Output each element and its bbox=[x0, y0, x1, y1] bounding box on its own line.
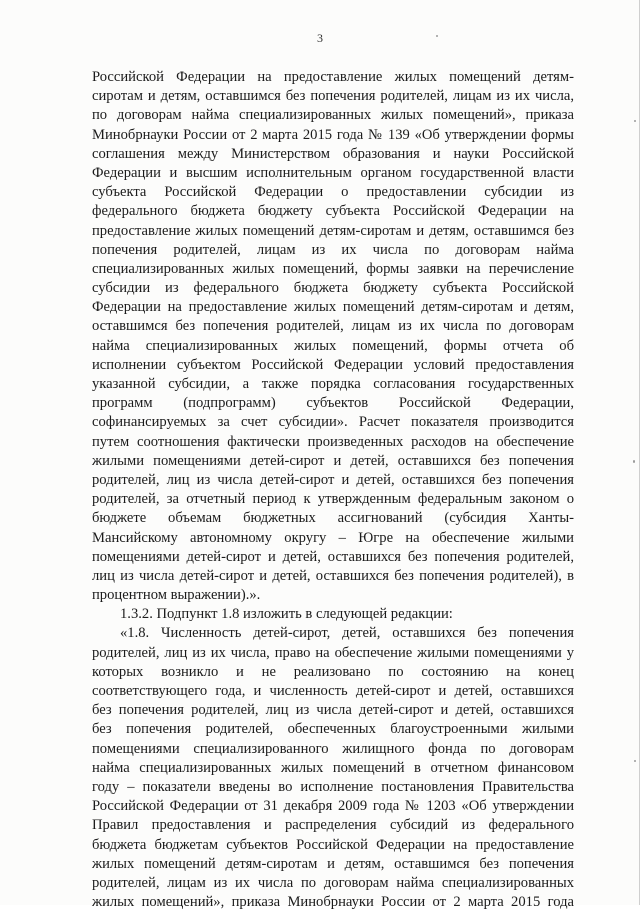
scan-speck bbox=[634, 120, 636, 122]
text-line: Федерации на предоставление жилых помещений детям-сиротам и детям, bbox=[92, 299, 574, 316]
text-line: жилыми помещениями детей-сирот и детей, оставшихся без попечения bbox=[92, 452, 574, 469]
text-line: родителей, лиц из их числа, право на обеспечение жилыми помещениями у bbox=[92, 644, 574, 661]
text-line: указанной субсидии, а также порядка согласования государственных bbox=[92, 376, 574, 392]
text-line: году – показатели введены во исполнение постановления Правительства bbox=[92, 778, 574, 795]
text-line: федерального бюджета бюджету субъекта Российской Федерации на bbox=[92, 203, 574, 220]
text-line: процентном выражении).». bbox=[92, 587, 261, 604]
text-line: помещениями специализированного жилищного фонда по договорам bbox=[92, 740, 574, 757]
text-line: Федерации и высшим исполнительным органом государственной власти bbox=[92, 164, 574, 181]
text-line: специализированных жилых помещений, формы заявки на перечисление bbox=[92, 260, 574, 277]
page-number: 3 bbox=[317, 31, 323, 45]
text-line: путем соотношения фактически произведенных расходов на обеспечение bbox=[92, 433, 574, 450]
text-line: Российской Федерации от 31 декабря 2009 года № 1203 «Об утверждении bbox=[92, 798, 574, 815]
text-line: жилых помещений», приказа Минобрнауки России от 2 марта 2015 года bbox=[92, 894, 574, 911]
text-line: которых возникло и не реализовано по состоянию на конец bbox=[92, 663, 574, 680]
text-line: предоставление жилых помещений детям-сиротам и детям, оставшимся без bbox=[92, 222, 574, 239]
text-line: софинансируемых за счет субсидии». Расчет показателя производится bbox=[92, 414, 574, 431]
text-line: найма специализированных жилых помещений, формы отчета об bbox=[92, 337, 574, 354]
text-line: лиц из числа детей-сирот и детей, оставшихся без попечения родителей), в bbox=[92, 567, 574, 584]
text-line: соглашения между Министерством образования и науки Российской bbox=[92, 145, 574, 162]
scan-speck bbox=[634, 760, 636, 762]
text-line: Мансийскому автономному округу – Югре на обеспечение жилыми bbox=[92, 529, 574, 546]
text-line: бюджете объемам бюджетных ассигнований (субсидия Ханты- bbox=[92, 510, 574, 527]
text-line: «1.8. Численность детей-сирот, детей, оставшихся без попечения bbox=[120, 625, 574, 642]
text-line: сиротам и детям, оставшимся без попечения родителей, лицам из их числа, bbox=[92, 88, 574, 105]
text-line: программ (подпрограмм) субъектов Российской Федерации, bbox=[92, 395, 574, 412]
text-line: жилых помещений детям-сиротам и детям, оставшимся без попечения bbox=[92, 855, 574, 872]
text-line: родителей, за отчетный период к утвержденным федеральным законом о bbox=[92, 491, 574, 508]
text-line: соответствующего года, и численность детей-сирот и детей, оставшихся bbox=[92, 683, 574, 699]
text-line: по договорам найма специализированных жилых помещений», приказа bbox=[92, 107, 574, 124]
text-line: Правил предоставления и распределения субсидий из федерального bbox=[92, 817, 574, 834]
document-body bbox=[92, 68, 574, 912]
text-line: субъекта Российской Федерации о предоставлении субсидии из bbox=[92, 184, 574, 201]
text-line: Минобрнауки России от 2 марта 2015 года № 139 «Об утверждении формы bbox=[92, 126, 574, 143]
scan-speck bbox=[436, 35, 438, 37]
text-line: родителей, лицам из их числа по договорам найма специализированных bbox=[92, 874, 574, 891]
text-line: родителей, лиц из числа детей-сирот и детей, оставшихся без попечения bbox=[92, 471, 574, 488]
text-line: без попечения родителей, обеспеченных благоустроенными жилыми bbox=[92, 721, 574, 738]
scan-speck bbox=[633, 460, 635, 463]
text-line: оставшимся без попечения родителей, лицам из их числа по договорам bbox=[92, 318, 574, 335]
text-line: попечения родителей, лицам из их числа по договорам найма bbox=[92, 241, 574, 258]
text-line: субсидии из федерального бюджета бюджету субъекта Российской bbox=[92, 280, 574, 297]
text-line: помещениями детей-сирот и детей, оставшихся без попечения родителей, bbox=[92, 548, 574, 565]
text-line: без попечения родителей, лиц из числа детей-сирот и детей, оставшихся bbox=[92, 702, 574, 719]
text-line: найма специализированных жилых помещений в отчетном финансовом bbox=[92, 759, 574, 776]
text-line: исполнении субъектом Российской Федерации условий предоставления bbox=[92, 356, 574, 373]
text-line: бюджета бюджетам субъектов Российской Федерации на предоставление bbox=[92, 836, 574, 853]
text-line: Российской Федерации на предоставление жилых помещений детям- bbox=[92, 69, 574, 85]
text-line: 1.3.2. Подпункт 1.8 изложить в следующей редакции: bbox=[120, 606, 453, 623]
